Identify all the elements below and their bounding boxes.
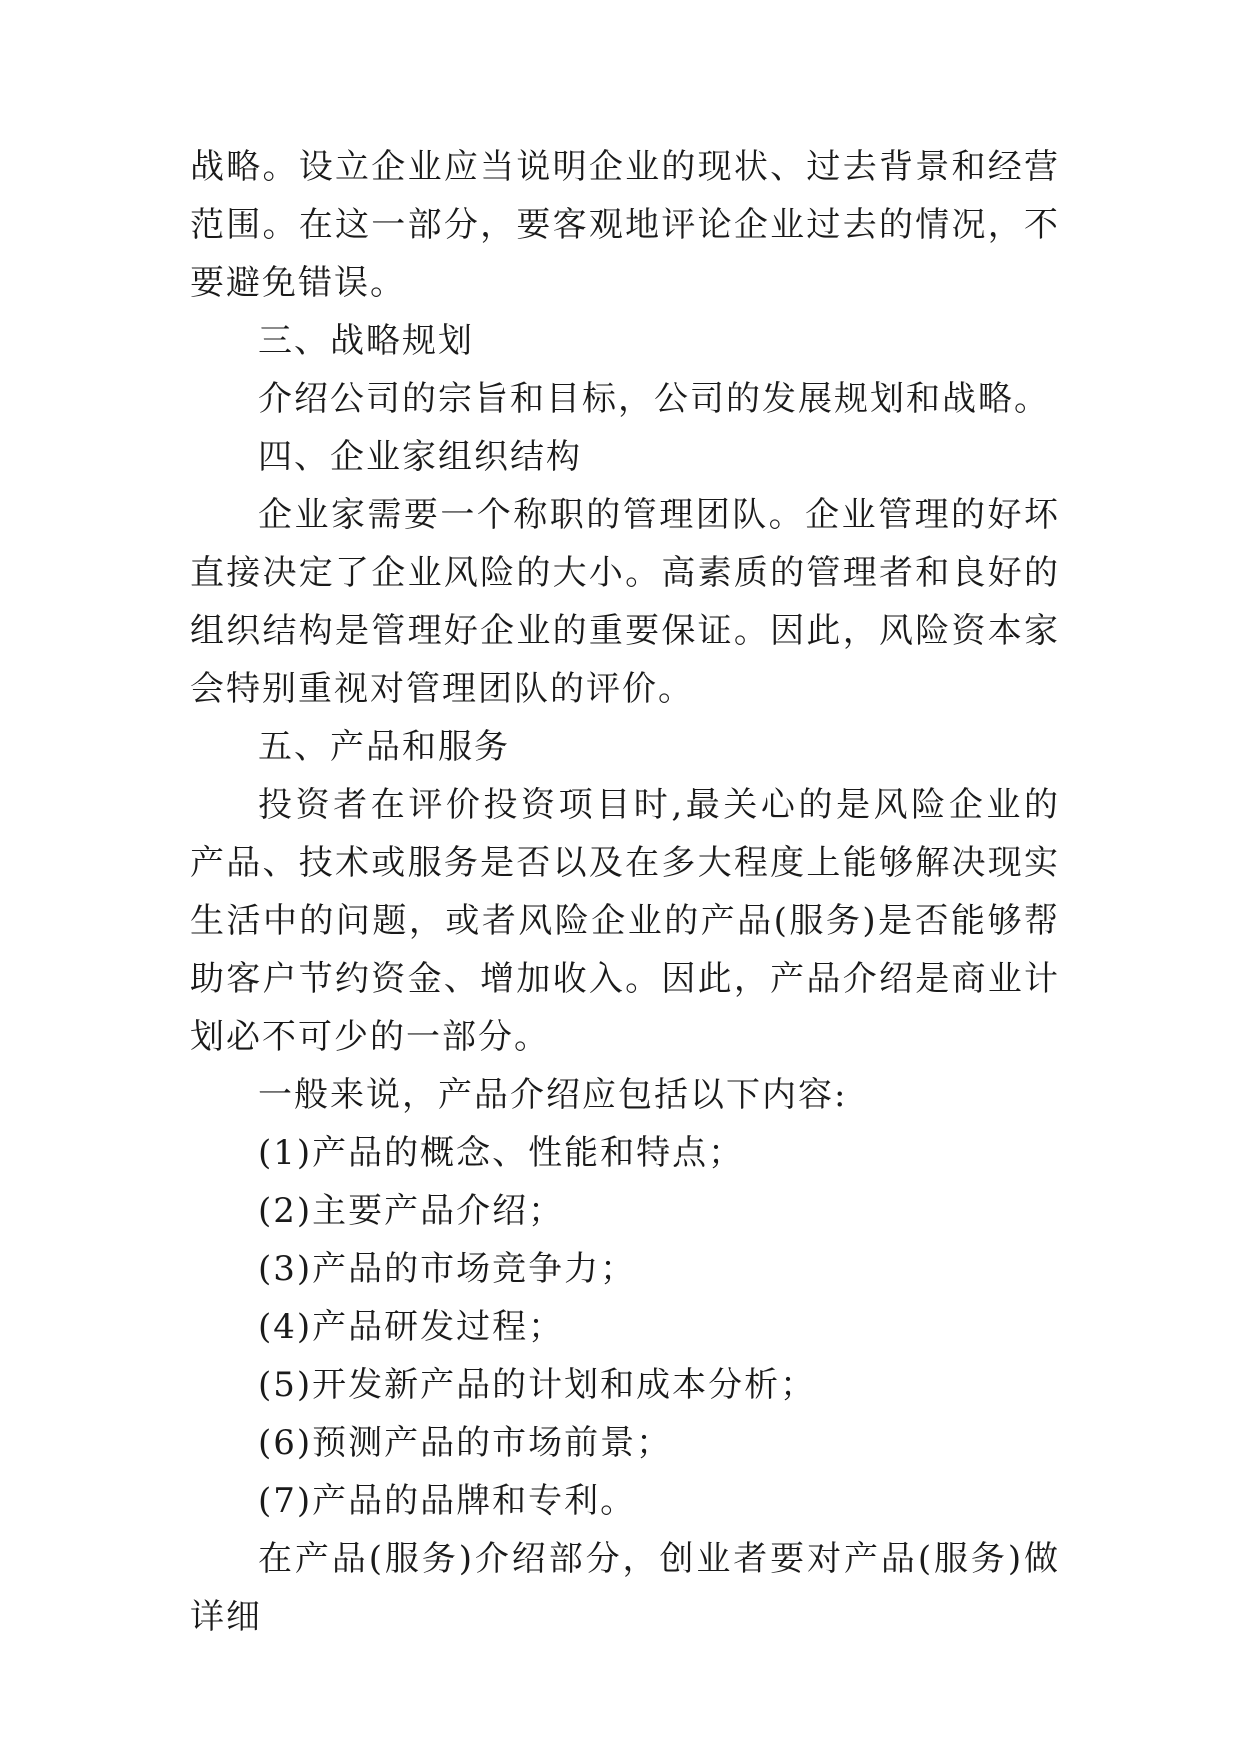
document-body: [190, 138, 1060, 1646]
list-item: (1)产品的概念、性能和特点；: [258, 1133, 745, 1173]
heading-organization-structure: 四、企业家组织结构: [258, 437, 582, 477]
paragraph-closing: 在产品(服务)介绍部分，创业者要对产品(服务)做详细: [190, 1539, 1060, 1637]
list-item: (3)产品的市场竞争力；: [258, 1249, 637, 1289]
heading-products-services: 五、产品和服务: [258, 727, 510, 767]
paragraph-investor-concern: 投资者在评价投资项目时,最关心的是风险企业的产品、技术或服务是否以及在多大程度上能够解决现实生活中的问题，或者风险企业的产品(服务)是否能够帮助客户节约资金、增加收入。因此，产品介绍是商业计划必不可少的一部分。: [190, 785, 1060, 1057]
list-item: (6)预测产品的市场前景；: [258, 1423, 673, 1463]
paragraph-company-purpose: 介绍公司的宗旨和目标，公司的发展规划和战略。: [258, 379, 1050, 419]
heading-strategy-planning: 三、战略规划: [258, 321, 474, 361]
list-item: (2)主要产品介绍；: [258, 1191, 565, 1231]
list-item: (5)开发新产品的计划和成本分析；: [258, 1365, 817, 1405]
list-item: (4)产品研发过程；: [258, 1307, 565, 1347]
paragraph-management-team: 企业家需要一个称职的管理团队。企业管理的好坏直接决定了企业风险的大小。高素质的管理者和良好的组织结构是管理好企业的重要保证。因此，风险资本家会特别重视对管理团队的评价。: [190, 495, 1060, 709]
paragraph-product-intro-contents: 一般来说，产品介绍应包括以下内容:: [258, 1075, 848, 1115]
list-item: (7)产品的品牌和专利。: [258, 1481, 637, 1521]
paragraph-strategy-intro: 战略。设立企业应当说明企业的现状、过去背景和经营范围。在这一部分，要客观地评论企业过去的情况，不要避免错误。: [190, 147, 1060, 303]
